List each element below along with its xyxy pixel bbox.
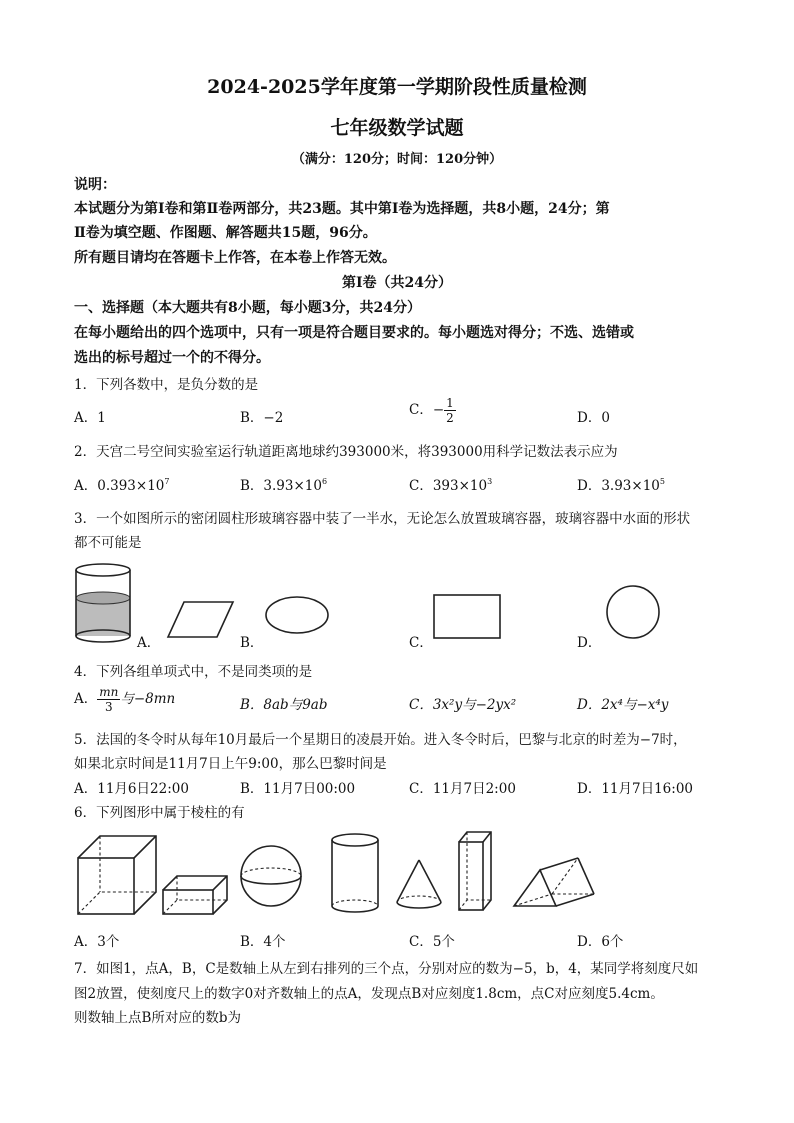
q4-option-d: D．2x⁴与−x⁴y	[577, 697, 669, 713]
q2-option-c	[409, 474, 492, 494]
q1-option-c	[409, 396, 456, 425]
q2-a-base: A．0.393×10	[74, 478, 165, 494]
q7-line3: 则数轴上点B所对应的数b为	[74, 1010, 242, 1026]
q1-option-b-value: −2	[263, 410, 284, 426]
q2-b-base: B．3.93×10	[240, 478, 322, 494]
ellipse-shape	[266, 597, 328, 633]
parallelogram-shape	[168, 602, 233, 637]
q7-line1: 7．如图1，点A，B，C是数轴上从左到右排列的三个点，分别对应的数为−5，b，4，某同学将刻度尺如	[74, 961, 699, 977]
q6-solids	[0, 826, 794, 921]
cube-figure	[78, 836, 156, 914]
q3-stem-line1: 3．一个如图所示的密闭圆柱形玻璃容器中装了一半水，无论怎么放置玻璃容器，玻璃容器中水面的形状	[74, 511, 691, 527]
q3-option-c: C．	[409, 635, 433, 651]
q1-c-denominator: 2	[446, 411, 454, 425]
cone-figure	[397, 860, 441, 908]
q4-a-fraction	[97, 685, 120, 714]
q4-a-label: A．	[74, 691, 98, 707]
part-title: 一、选择题（本大题共有8小题，每小题3分，共24分）	[74, 300, 421, 316]
q4-stem: 4．下列各组单项式中，不是同类项的是	[74, 664, 313, 680]
q1-option-b-label: B．	[240, 410, 264, 426]
notes-line3: 所有题目请均在答题卡上作答，在本卷上作答无效。	[74, 250, 396, 266]
notes-line2: Ⅱ卷为填空题、作图题、解答题共15题，96分。	[74, 225, 377, 241]
instructions-line1: 在每小题给出的四个选项中，只有一项是符合题目要求的。每小题选对得分；不选、选错或	[74, 325, 634, 341]
instructions-line2: 选出的标号超过一个的不得分。	[74, 350, 270, 366]
q3-option-b: B．	[240, 635, 264, 651]
q3-option-d: D．	[577, 635, 602, 651]
q2-c-base: C．393×10	[409, 478, 488, 494]
q5-stem-line2: 如果北京时间是11月7日上午9:00，那么巴黎时间是	[74, 756, 387, 772]
q1-stem: 1．下列各数中，是负分数的是	[74, 377, 259, 393]
q2-a-exponent: 7	[164, 477, 170, 486]
q5-stem-line1: 5．法国的冬令时从每年10月最后一个星期日的凌晨开始。进入冬令时后，巴黎与北京的时差为−7时，	[74, 732, 687, 748]
q4-a-rest: 与−8mn	[120, 691, 176, 707]
q3-figures	[0, 558, 794, 658]
q3-option-a: A．	[137, 635, 161, 651]
section-heading: 第Ⅰ卷（共24分）	[341, 275, 453, 291]
q6-option-a: A．3个	[74, 934, 120, 950]
q2-b-exponent: 6	[321, 477, 328, 486]
exam-subtitle: 七年级数学试题	[330, 117, 464, 139]
q1-option-d: D．0	[577, 410, 610, 426]
q5-option-c: C．11月7日2:00	[409, 781, 516, 797]
cylinder-water-figure	[76, 564, 130, 642]
sphere-figure	[241, 846, 301, 906]
notes-line1: 本试题分为第Ⅰ卷和第Ⅱ卷两部分，共23题。其中第Ⅰ卷为选择题，共8小题，24分；第	[74, 201, 610, 217]
circle-shape	[607, 586, 659, 638]
q5-option-b: B．11月7日00:00	[240, 781, 356, 797]
q4-a-numerator: mn	[99, 685, 119, 699]
q2-d-base: D．3.93×10	[577, 478, 660, 494]
q2-d-exponent: 5	[659, 477, 665, 486]
score-info: （满分：120分；时间：120分钟）	[291, 152, 503, 167]
q5-option-a: A．11月6日22:00	[74, 781, 189, 797]
q1-c-numerator: 1	[446, 396, 454, 410]
q2-stem: 2．天宫二号空间实验室运行轨道距离地球约393000米，将393000用科学记数法表示应为	[74, 444, 618, 460]
exam-title: 2024-2025学年度第一学期阶段性质量检测	[207, 76, 587, 98]
q4-option-a	[74, 685, 175, 714]
q1-option-c-label: C．−	[409, 402, 445, 418]
q7-line2: 图2放置，使刻度尺上的数字0对齐数轴上的点A，发现点B对应刻度1.8cm，点C对应刻度5.4cm。	[74, 986, 664, 1002]
q1-option-b	[240, 406, 283, 426]
rectangle-shape	[434, 595, 500, 638]
q4-a-denominator: 3	[104, 700, 113, 714]
q2-option-a	[74, 474, 169, 494]
q5-option-d: D．11月7日16:00	[577, 781, 693, 797]
q2-option-b	[240, 474, 327, 494]
square-prism-figure	[459, 832, 491, 910]
q4-option-b: B．8ab与9ab	[240, 697, 328, 713]
q3-stem-line2: 都不可能是	[74, 535, 142, 551]
q6-option-d: D．6个	[577, 934, 624, 950]
q4-option-c: C．3x²y与−2yx²	[409, 697, 517, 713]
notes-label: 说明：	[74, 177, 116, 193]
cylinder-figure	[332, 834, 378, 912]
q1-option-a: A．1	[74, 410, 106, 426]
q6-stem: 6．下列图形中属于棱柱的有	[74, 805, 245, 821]
triangular-prism-figure	[514, 858, 594, 906]
q6-option-c: C．5个	[409, 934, 455, 950]
q6-option-b: B．4个	[240, 934, 286, 950]
q2-c-exponent: 3	[487, 477, 493, 486]
cuboid-figure	[163, 876, 227, 914]
q2-option-d	[577, 474, 665, 494]
q1-option-c-fraction	[444, 396, 456, 425]
